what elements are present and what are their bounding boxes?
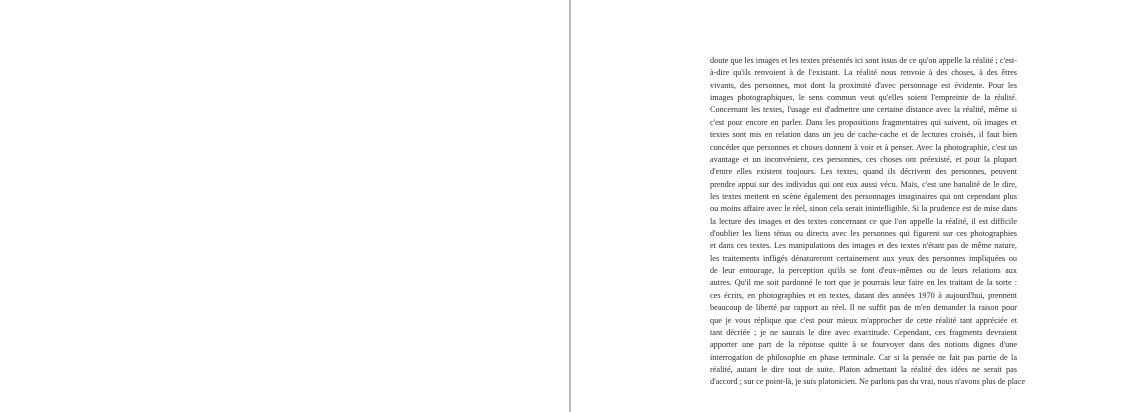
text-line: les traitements infligés dénatureront certainement aux yeux des personnes impliquées ou (710, 253, 1017, 263)
left-page (0, 0, 569, 412)
text-line: ces écrits, en photographies et en textes, datant des années 1970 à aujourd'hui, prennent (710, 290, 1017, 300)
text-line: textes sont mis en relation dans un jeu de cache-cache et de lectures croisés, il faut bien (710, 130, 1017, 140)
text-line: images photographiques, le sens commun veut qu'elles soient l'empreinte de la réalité. (710, 93, 1017, 103)
text-line: d'accord ; sur ce point-là, je suis platonicien. Ne parlons pas du vrai, nous n'avons plus de place (710, 377, 1026, 387)
text-line: autres. Qu'il me soit pardonné le tort que je pourrais leur faire en les traitant de la sorte : (710, 278, 1017, 288)
text-line: doute que les images et les textes présentés ici sont issus de ce qu'on appelle la réalité ; c'est- (710, 56, 1017, 65)
text-line: à-dire qu'ils renvoient à de l'existant. La réalité nous renvoie à des choses, à des êtres (710, 68, 1017, 78)
text-line: les textes mettent en scène également des personnages imaginaires qui ont cependant plus (710, 191, 1017, 201)
text-line: avantage et un inconvénient, ces personnes, ces choses ont préexisté, et pour la plupart (710, 154, 1017, 164)
text-line: ou moins affaire avec le réel, sinon cela serait inintelligible. Si la prudence est de mise dans (710, 204, 1017, 214)
text-line: d'entre elles existent toujours. Les textes, quand ils décrivent des personnes, peuvent (710, 167, 1017, 177)
text-line: vivants, des personnes, mot dont la proximité d'avec personnage est évidente. Pour les (710, 80, 1017, 90)
text-line: beaucoup de liberté par rapport au réel. Il ne suffit pas de m'en demander la raison pour (710, 303, 1017, 313)
body-text-block (710, 55, 1026, 389)
text-line: Concernant les textes, l'usage est d'admettre une certaine distance avec la réalité, même si (710, 105, 1017, 115)
text-line: d'oublier les liens ténus ou directs avec les personnes qui figurent sur ces photographies (710, 229, 1017, 239)
right-page (571, 0, 1140, 412)
text-line: prendre appui sur des individus qui ont eux aussi vécu. Mais, c'est une banalité de le dire, (710, 179, 1017, 189)
text-line: tant décriée ; je ne saurais le dire avec exactitude. Cependant, ces fragments devraient (710, 327, 1017, 337)
text-line: de leur entourage, la perception qu'ils se font d'eux-mêmes ou de leurs relations aux (710, 266, 1017, 276)
text-line: c'est pour encore en parler. Dans les propositions fragmentaires qui suivent, où images et (710, 117, 1017, 127)
text-line: concéder que personnes et choses donnent à voir et à penser. Avec la photographie, c'est un (710, 142, 1017, 152)
text-line: interrogation de philosophie en phase terminale. Car si la pensée ne fait pas partie de la (710, 352, 1017, 362)
text-line: que je vous réplique que c'est pour mieux m'approcher de cette réalité tant appréciée et (710, 315, 1017, 325)
text-line: réalité, autant le dire tout de suite. Platon admettant la réalité des idées ne serait pas (710, 364, 1017, 374)
text-line: apporter une part de la réponse quitte à se fourvoyer dans des notions dignes d'une (710, 340, 1017, 350)
text-line: et dans ces textes. Les manipulations des images et des textes n'étant pas de même nature, (710, 241, 1017, 251)
text-line: la lecture des images et des textes concernant ce que l'on appelle la réalité, il est difficile (710, 216, 1017, 226)
